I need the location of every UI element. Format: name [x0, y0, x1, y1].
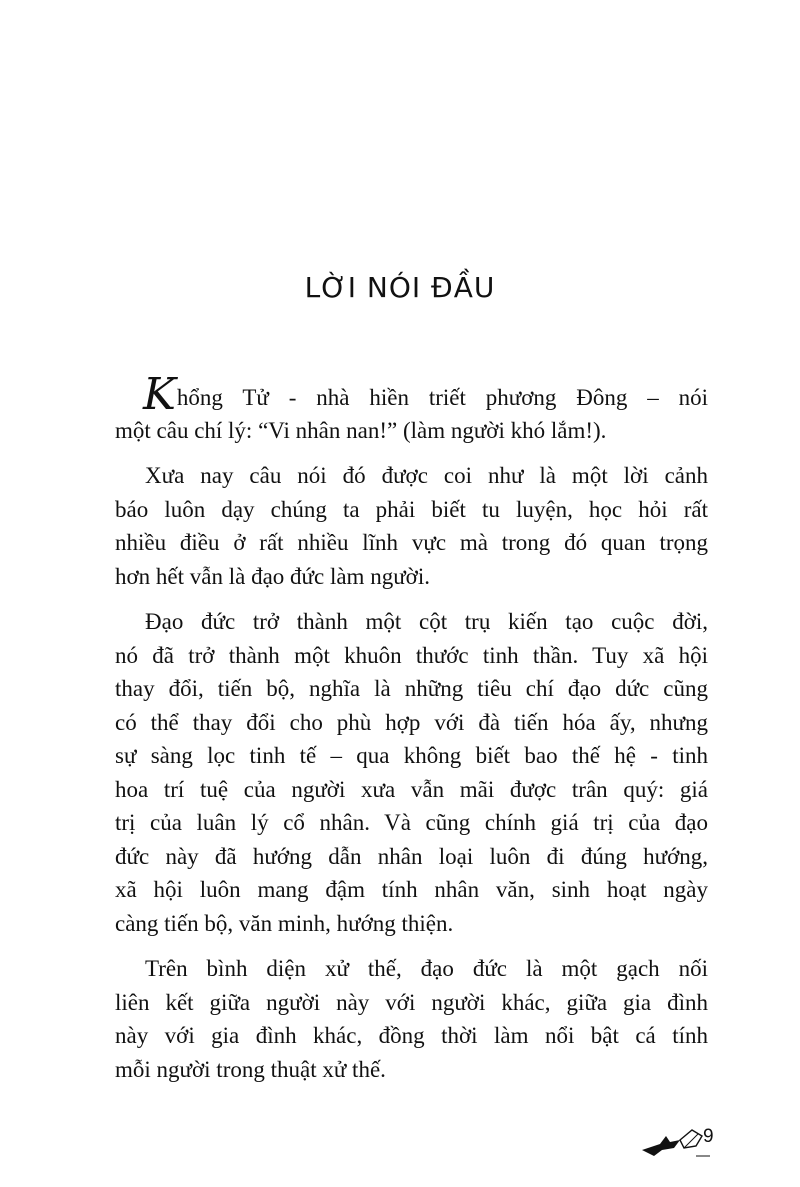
line-text: liên kết giữa người này với người khác, giữa gia đình	[115, 989, 708, 1015]
line-text: mỗi người trong thuật xử thế.	[115, 1056, 386, 1082]
text-line	[115, 369, 708, 420]
line-text: đức này đã hướng dẫn nhân loại luôn đi đúng hướng,	[115, 843, 708, 869]
line-text: xã hội luôn mang đậm tính nhân văn, sinh hoạt ngày	[115, 877, 708, 902]
text-line	[115, 773, 708, 807]
text-line	[115, 493, 708, 527]
text-line	[115, 739, 708, 773]
line-text: nhiều điều ở rất nhiều lĩnh vực mà trong đó quan trọng	[115, 530, 708, 555]
text-line	[115, 907, 708, 941]
line-text: hoa trí tuệ của người xưa vẫn mãi được trân quý: giá	[115, 776, 708, 802]
line-text: Trên bình diện xử thế, đạo đức là một gạch nối	[145, 956, 708, 981]
line-text: có thể thay đổi cho phù hợp với đà tiến hóa ấy, nhưng	[115, 709, 708, 735]
paragraph	[115, 459, 708, 593]
text-line	[115, 560, 708, 594]
text-line	[115, 672, 708, 706]
line-text: nó đã trở thành một khuôn thước tinh thần. Tuy xã hội	[115, 642, 708, 668]
text-line	[115, 873, 708, 907]
text-line	[115, 639, 708, 673]
line-text: trị của luân lý cổ nhân. Và cũng chính giá trị của đạo	[115, 810, 708, 835]
paragraph	[115, 952, 708, 1086]
text-line	[115, 706, 708, 740]
line-text: sự sàng lọc tinh tế – qua không biết bao thế hệ - tinh	[115, 743, 708, 768]
paragraph	[115, 369, 708, 447]
line-text: càng tiến bộ, văn minh, hướng thiện.	[115, 910, 454, 936]
line-text: báo luôn dạy chúng ta phải biết tu luyện, học hỏi rất	[115, 496, 708, 522]
line-text: này với gia đình khác, đồng thời làm nổi bật cá tính	[115, 1023, 708, 1048]
line-text: hơn hết vẫn là đạo đức làm người.	[115, 563, 430, 589]
line-text: Xưa nay câu nói đó được coi như là một lời cảnh	[145, 463, 708, 488]
text-line	[115, 526, 708, 560]
line-text: Đạo đức trở thành một cột trụ kiến tạo cuộc đời,	[145, 609, 708, 634]
line-text: một câu chí lý: “Vi nhân nan!” (làm người khó lắm!).	[115, 417, 607, 443]
quill-ornament-icon	[640, 1128, 710, 1158]
text-line	[115, 605, 708, 639]
text-line	[115, 1053, 708, 1087]
page-number: 9	[703, 1126, 714, 1147]
text-line	[115, 986, 708, 1020]
text-line	[115, 414, 708, 448]
text-line	[115, 806, 708, 840]
body-text	[115, 369, 708, 1098]
drop-cap: K	[143, 369, 176, 420]
text-line	[115, 952, 708, 986]
text-line	[115, 459, 708, 493]
page-title: LỜI NÓI ĐẦU	[304, 270, 496, 304]
text-line	[115, 1019, 708, 1053]
paragraph	[115, 605, 708, 940]
line-text: thay đổi, tiến bộ, nghĩa là những tiêu chí đạo dức cũng	[115, 676, 708, 701]
line-text: hổng Tử - nhà hiền triết phương Đông – nói	[176, 385, 708, 410]
text-line	[115, 840, 708, 874]
